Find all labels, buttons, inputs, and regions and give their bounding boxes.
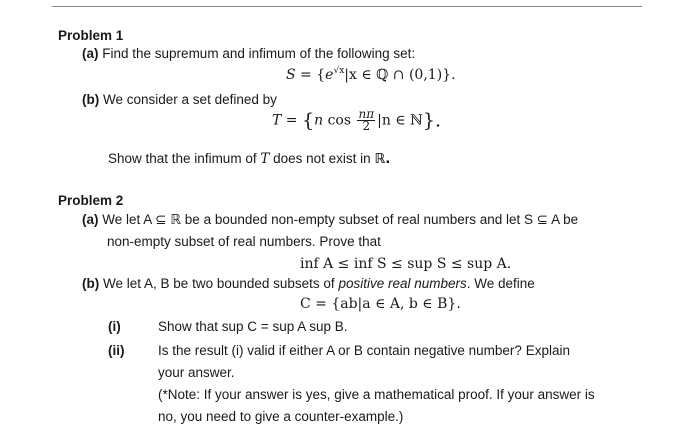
set-c-definition: C = {ab|a ∈ A, b ∈ B}. [300, 296, 461, 312]
problem-2a-line1 [82, 211, 578, 229]
problem-2b-italic: positive real numbers [338, 276, 467, 291]
problem-2-title: Problem 2 [58, 193, 124, 208]
problem-2b-pre: We let A, B be two bounded subsets of [103, 276, 335, 291]
exp-power: √x [333, 66, 345, 76]
fraction-numerator: nπ [358, 107, 375, 121]
problem-1a [82, 45, 415, 63]
problem-1-title: Problem 1 [58, 28, 124, 43]
part-i-label: (i) [108, 319, 121, 334]
var-n: n [314, 112, 324, 129]
problem-2b [82, 275, 535, 293]
problem-1b-show [108, 150, 390, 168]
problem-1b-text: We consider a set defined by [103, 92, 277, 107]
part-ii-line1: Is the result (i) valid if either A or B contain negative number? Explain [158, 343, 570, 358]
fraction-denominator: 2 [362, 119, 371, 133]
part-ii-label: (ii) [108, 343, 125, 358]
problem-1b [82, 91, 277, 109]
cos-function: cos [327, 112, 352, 129]
problem-2b-post: . We define [466, 276, 535, 291]
note-line1: (*Note: If your answer is yes, give a mathematical proof. If your answer is [158, 387, 595, 402]
set-s-definition: $S = \{e^{√x}|x$ ∈ ℚ ∩ (0,1)}. [286, 66, 456, 83]
note-line2: no, you need to give a counter-example.) [158, 409, 404, 424]
problem-1a-label: (a) [82, 46, 99, 61]
exp-base: e [325, 67, 334, 83]
close-brace: }. [442, 67, 456, 83]
set-t-name: T [272, 112, 282, 129]
set-t-condition: |n ∈ ℕ [377, 112, 423, 129]
set-s-name: S [286, 67, 296, 83]
problem-2b-label: (b) [82, 276, 100, 291]
show-text-post: does not exist in [273, 151, 371, 166]
problem-2a-text1: We let A ⊆ ℝ be a bounded non-empty subset of real numbers and let S ⊆ A be [102, 212, 579, 227]
top-rule [52, 6, 642, 7]
part-i-text: Show that sup C = sup A sup B. [158, 319, 348, 334]
problem-2a-label: (a) [82, 212, 99, 227]
set-t-definition: T = {n cos $\frac{n\pi}{2}$ |n ∈ ℕ}. [272, 107, 442, 133]
show-text-pre: Show that the infimum of [108, 151, 257, 166]
fraction [357, 109, 375, 132]
problem-2a-line2: non-empty subset of real numbers. Prove that [107, 234, 381, 249]
show-var-t: T [260, 151, 270, 167]
reals-symbol: ℝ. [374, 151, 391, 167]
open-brace: { [316, 67, 326, 83]
problem-1b-label: (b) [82, 92, 100, 107]
close-brace: }. [422, 109, 442, 132]
problem-1a-text: Find the supremum and infimum of the following set: [102, 46, 416, 61]
open-brace: { [301, 109, 315, 132]
set-s-condition: |x ∈ ℚ ∩ (0,1) [344, 67, 443, 83]
inequality-chain: inf A ≤ inf S ≤ sup S ≤ sup A. [300, 256, 512, 272]
part-ii-line2: your answer. [158, 365, 235, 380]
